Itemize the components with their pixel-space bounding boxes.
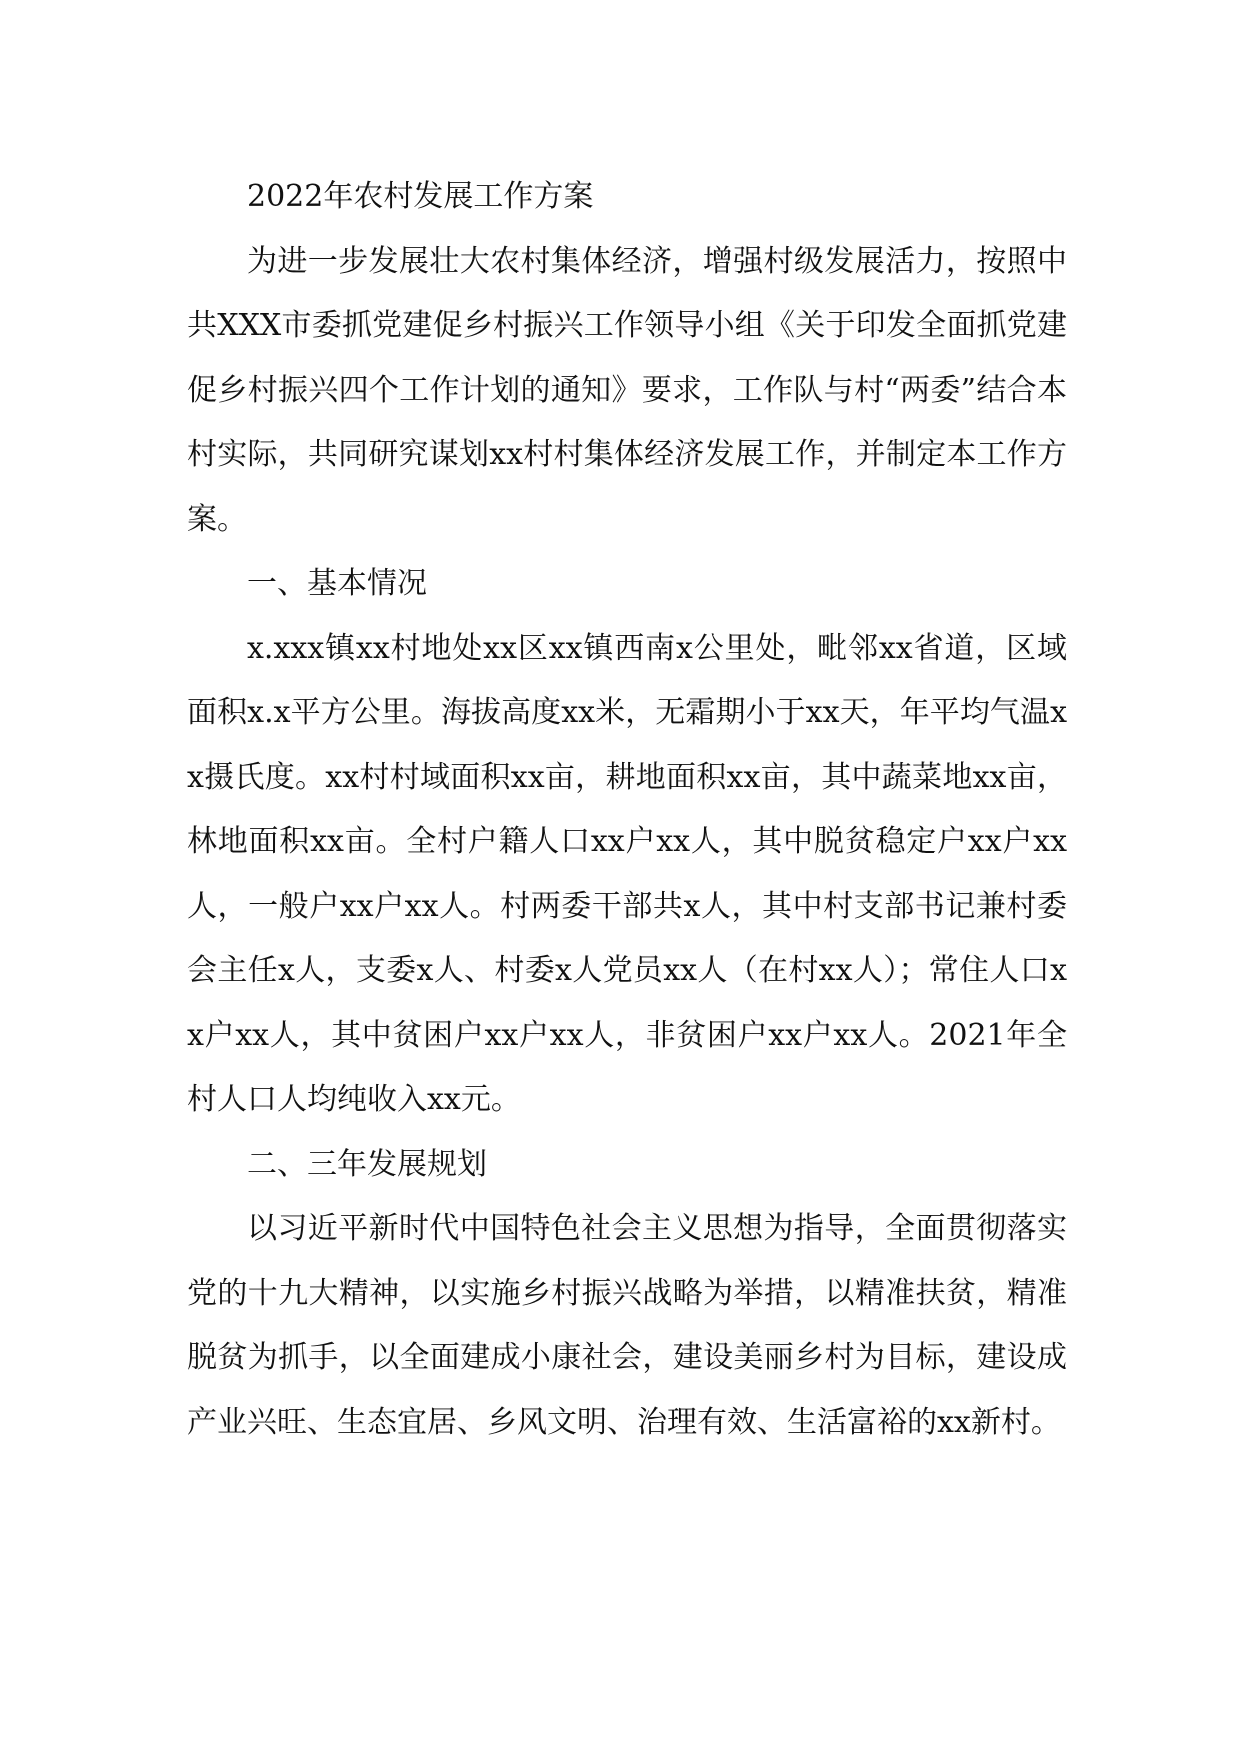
intro-paragraph: 为进一步发展壮大农村集体经济，增强村级发展活力，按照中共XXX市委抓党建促乡村振兴工作领导小组《关于印发全面抓党建促乡村振兴四个工作计划的通知》要求，工作队与村“两委”结合本村实际，共同研究谋划xx村村集体经济发展工作，并制定本工作方案。	[187, 243, 1067, 537]
basic-situation-paragraph: x.xxx镇xx村地处xx区xx镇西南x公里处，毗邻xx省道，区域面积x.x平方公里。海拔高度xx米，无霜期小于xx天，年平均气温xx摄氏度。xx村村域面积xx亩，耕地面积xx亩，其中蔬菜地xx亩，林地面积xx亩。全村户籍人口xx户xx人，其中脱贫稳定户xx户xx人，一般户xx户xx人。村两委干部共x人，其中村支部书记兼村委会主任x人，支委x人、村委x人党员xx人（在村xx人）；常住人口xx户xx人，其中贫困户xx户xx人，非贫困户xx户xx人。2021年全村人口人均纯收入xx元。	[187, 630, 1067, 1117]
document-title: 2022年农村发展工作方案	[247, 179, 594, 214]
three-year-plan-paragraph: 以习近平新时代中国特色社会主义思想为指导，全面贯彻落实党的十九大精神，以实施乡村振兴战略为举措，以精准扶贫，精准脱贫为抓手，以全面建成小康社会，建设美丽乡村为目标，建设成产业兴旺、生态宜居、乡风文明、治理有效、生活富裕的xx新村。	[187, 1211, 1067, 1440]
document-body	[187, 165, 1067, 1455]
section-heading-basic-situation: 一、基本情况	[247, 566, 427, 601]
section-heading-three-year-plan: 二、三年发展规划	[247, 1146, 487, 1182]
